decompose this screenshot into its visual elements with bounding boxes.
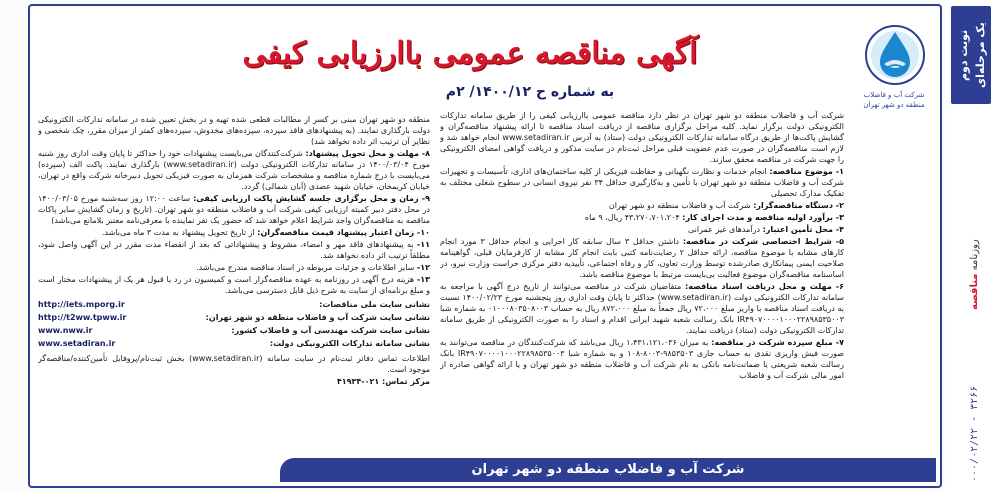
paragraph-text: از تاریخ تحویل پیشنهاد به مدت ۳ ماه می‌باشد. — [101, 228, 255, 237]
paragraph-text: سایر اطلاعات و جزئیات مربوطه در اسناد مناقصه مندرج می‌باشد. — [196, 263, 415, 272]
paragraph-heading: ۶- مهلت و محل دریافت اسناد مناقصه: — [685, 282, 844, 291]
paragraph — [38, 148, 430, 192]
paragraph-text: هزینه درج آگهی در روزنامه به عهده مناقصه‌گزار است و کمیسیون در رد یا قبول هر یک از پیشنهادات مختار است و مبلغ برنامه‌ای از سایت به شرح ذیل قابل دسترسی می‌باشد. — [38, 275, 430, 295]
paragraph-heading: ۲- دستگاه مناقصه‌گزار: — [753, 201, 844, 210]
paragraph-heading: ۱۰- زمان اعتبار پیشنهاد قیمت مناقصه‌گران: — [257, 228, 430, 237]
bottom-banner: شرکت آب و فاضلاب منطقه دو شهر تهران — [280, 458, 936, 482]
paragraph — [440, 200, 844, 211]
paragraph — [440, 224, 844, 235]
side-tag-line2: نوبت دوم — [957, 29, 970, 81]
paragraph-text: شرکت آب و فاضلاب منطقه دو شهر تهران در نظر دارد مناقصه عمومی باارزیابی کیفی را از طریق سامانه تدارکات الکترونیکی دولت برگزار نماید. کلیه مراحل برگزاری مناقصه از دریافت اسناد مناقصه تا ارائه پیشنهاد مناقصه‌گران و گشایش پاکت‌ها از طریق درگاه سامانه تدارکات الکترونیکی دولت (ستاد) به آدرس www.setadiran.ir انجام خواهد شد و لازم است مناقصه‌گران در صورت عدم عضویت قبلی مراحل ثبت‌نام در سایت مذکور و دریافت گواهی امضای الکترونیکی را جهت شرکت در مناقصه محقق سازند. — [440, 111, 844, 164]
paragraph-text: ساعت ۱۲:۰۰ روز سه‌شنبه مورخ ۱۴۰۰/۰۳/۰۵ در محل دفتر دبیر کمیته ارزیابی کیفی شرکت آب و فاضلاب منطقه دو شهر تهران. (تاریخ و زمان گشایش سایر پاکات مناقصه به مناقصه‌گران واجد شرایط اعلام خواهد شد که حضور یک نفر نماینده با معرفی‌نامه معتبر بلامانع می‌باشد) — [38, 194, 430, 225]
paragraph — [38, 274, 430, 296]
site-url-link[interactable]: http://iets.mporg.ir — [38, 300, 125, 309]
paragraph-heading: ۵- شرایط اختصاصی شرکت در مناقصه: — [682, 237, 844, 246]
site-label: نشانی سایت ملی مناقصات: — [319, 300, 430, 309]
paragraph-text: ۴۳،۲۷۰،۷۰۱،۲۰۴ ریال، ۹ ماه — [584, 213, 680, 222]
side-paper-prefix: روزنامه — [969, 239, 980, 271]
side-tag — [951, 6, 991, 104]
paragraph-heading: ۱۳- — [416, 275, 430, 284]
paragraph-heading: ۹- زمان و محل برگزاری جلسه گشایش پاکت ارزیابی کیفی: — [193, 194, 430, 203]
side-paper-brand: مناقصه — [969, 273, 980, 310]
site-label: نشانی سامانه تدارکات الکترونیکی دولت: — [269, 339, 430, 348]
paragraph — [38, 262, 430, 273]
support-text-body: اطلاعات تماس دفاتر ثبت‌نام در سایت سامانه (www.setadiran.ir) بخش ثبت‌نام/پروفایل تأمین‌کننده/مناقصه‌گر موجود است. — [38, 354, 430, 374]
paragraph — [440, 337, 844, 381]
paragraph-text: شرکت آب و فاضلاب منطقه دو شهر تهران — [608, 201, 751, 210]
paragraph — [38, 193, 430, 226]
support-center — [38, 376, 430, 387]
support-text — [38, 353, 430, 375]
paragraph — [38, 227, 430, 238]
paragraph-heading: ۷- مبلغ سپرده شرکت در مناقصه: — [711, 338, 844, 347]
paragraph-heading: ۴- محل تأمین اعتبار: — [762, 225, 844, 234]
paragraph-heading: ۱۱- — [416, 240, 430, 249]
paragraph — [440, 281, 844, 336]
paragraph — [38, 114, 430, 147]
paragraph — [440, 166, 844, 199]
support-center-label: مرکز تماس: — [382, 377, 430, 386]
site-url-link[interactable]: www.setadiran.ir — [38, 339, 116, 348]
paragraph-heading: ۱۲- — [416, 263, 430, 272]
site-url-link[interactable]: http://t2ww.tpww.ir — [38, 313, 127, 322]
water-drop-logo-icon — [864, 24, 926, 86]
paragraph-text: درآمدهای غیر عمرانی — [687, 225, 761, 234]
site-label: نشانی سایت شرکت آب و فاضلاب منطقه دو شهر تهران: — [205, 313, 430, 322]
support-center-phone: ۰۲۱-۴۱۹۳۴ — [336, 377, 380, 386]
site-label: نشانی سایت شرکت مهندسی آب و فاضلاب کشور: — [231, 326, 430, 335]
paragraph-heading: ۱- موضوع مناقصه: — [769, 167, 844, 176]
site-row — [38, 311, 430, 324]
site-row — [38, 298, 430, 311]
paragraph-heading: ۸- مهلت و محل تحویل پیشنهاد: — [305, 149, 430, 158]
paragraph-heading: ۳- برآورد اولیه مناقصه و مدت اجرای کار: — [682, 213, 844, 222]
site-url-link[interactable]: www.nww.ir — [38, 326, 93, 335]
left-column — [38, 114, 430, 464]
paragraph-text: انجام خدمات و نظارت نگهبانی و حفاظت فیزیکی از کلیه ساختمان‌های اداری، تأسیسات و تجهیزات شرکت آب و فاضلاب منطقه دو شهر تهران با تأمین و به‌کارگیری حداقل ۳۴ نفر نیروی انسانی در سطوح شغلی مختلف به تفکیک مدارک تحصیلی — [440, 167, 844, 198]
side-tag-line1: یک مرحله‌ای — [974, 22, 987, 88]
right-column — [440, 110, 844, 464]
logo-caption-line2: منطقه دو شهر تهران — [863, 101, 925, 109]
ad-title: آگهی مناقصه عمومی باارزیابی کیفی — [242, 36, 698, 71]
logo-caption-line1: شرکت آب و فاضلاب — [863, 91, 925, 99]
paragraph — [38, 239, 430, 261]
paragraph-text: شرکت‌کنندگان می‌بایست پیشنهادات خود را حداکثر تا پایان وقت اداری روز شنبه مورخ ۱۴۰۰/۰۳/۰۴ در سامانه تدارکات الکترونیکی دولت (www.setadiran.ir) بارگذاری نمایند. پاکت الف (سپرده) می‌بایست با درج شماره مناقصه و مشخصات شرکت همزمان به صورت فیزیکی تحویل دبیرخانه شرکت واقع در تهران، خیابان کریمخان، خیابان شهید عضدی (آبان شمالی) گردد. — [38, 149, 430, 191]
paragraph-text: داشتن حداقل ۳ سال سابقه کار اجرایی و انجام حداقل ۳ مورد انجام کارهای مشابه با موضوع مناقصه، ارائه حداقل ۲ رضایت‌نامه کتبی بابت انجام کار مشابه از کارفرمایان قبلی، گواهینامه صلاحیت ایمنی پیمانکاری صادرشده توسط وزارت تعاون، کار و رفاه اجتماعی، تأییدیه دفتر مرکزی حراست وزارت نیرو، در اساسنامه مناقصه‌گران موضوع فعالیت بی‌بایست مرتبط با موضوع مناقصه باشد. — [440, 237, 844, 279]
side-strip — [945, 0, 997, 492]
paragraph-text: به پیشنهادهای فاقد مهر و امضاء، مشروط و پیشنهاداتی که بعد از انقضاء مدت مقرر در این آگهی واصل شود، مطلقاً ترتیب اثر داده نخواهد شد. — [38, 240, 430, 260]
tender-number: به شماره ح ۱۴۰۰/۱۲/ ۲م — [445, 84, 615, 100]
site-row — [38, 337, 430, 350]
site-list — [38, 298, 430, 350]
paragraph-text: متقاضیان شرکت در مناقصه می‌توانند از تاریخ درج آگهی با مراجعه به سامانه تدارکات الکترونیکی دولت (www.setadiran.ir) حداکثر تا پایان وقت اداری روز پنجشنبه مورخ ۱۴۰۰/۰۲/۲۳ نسبت به دریافت اسناد مناقصه با واریز مبلغ ۷۲،۰۰۰ ریال جمعاً به مبلغ ۸۷۲،۰۰۰ ریال به حساب ۰۱۰۰۰۸۰۳۵۰۸۰۰۳ به شماره شبا IR۴۹۰۷۰۰۰۰۱۰۰۰۲۲۸۹۸۵۳۵۰۰۳ بانک رسالت شعبه شهید ایرانی اقدام و اسناد را به صورت الکترونیکی از طریق سامانه تدارکات الکترونیکی دولت (ستاد) دریافت نمایند. — [440, 282, 844, 335]
side-code: ۰۰۰/۰۲/۲۲ - ۳۲۶۶ — [969, 385, 980, 482]
paragraph-text: به میزان ۱،۴۳۱،۱۲۱،۰۳۶ ریال می‌باشد که شرکت‌کنندگان در مناقصه می‌توانند به صورت فیش واریزی نقدی به حساب جاری ۹۸۵۳۵۰۳-۸۰۰۳-۱۰۸ و به شماره شبا IR۴۹۰۷۰۰۰۰۱۰۰۰۲۲۸۹۸۵۳۵۰۰۳ بانک رسالت شعبه شریعتی یا ضمانت‌نامه بانکی به نام شرکت آب و فاضلاب منطقه دو شهر تهران و یا ارائه گواهی صادره از امور مالی شرکت آب و فاضلاب — [440, 338, 844, 380]
paragraph-text: منطقه دو شهر تهران مبنی بر کسر از مطالبات قطعی شده تهیه و در بخش تعیین شده در سامانه تدارکات الکترونیکی دولت بارگذاری نمایند. (به پیشنهادهای فاقد سپرده، سپرده‌های مخدوش، سپرده‌های کمتر از میزان مقرر، چک شخصی و نظایر آن ترتیب اثر داده نخواهد شد) — [38, 115, 430, 146]
logo-caption — [852, 90, 936, 110]
paragraph — [440, 236, 844, 280]
site-row — [38, 324, 430, 337]
side-paper-name — [969, 200, 980, 310]
ad-frame — [28, 4, 942, 488]
paragraph — [440, 212, 844, 223]
paragraph — [440, 110, 844, 165]
